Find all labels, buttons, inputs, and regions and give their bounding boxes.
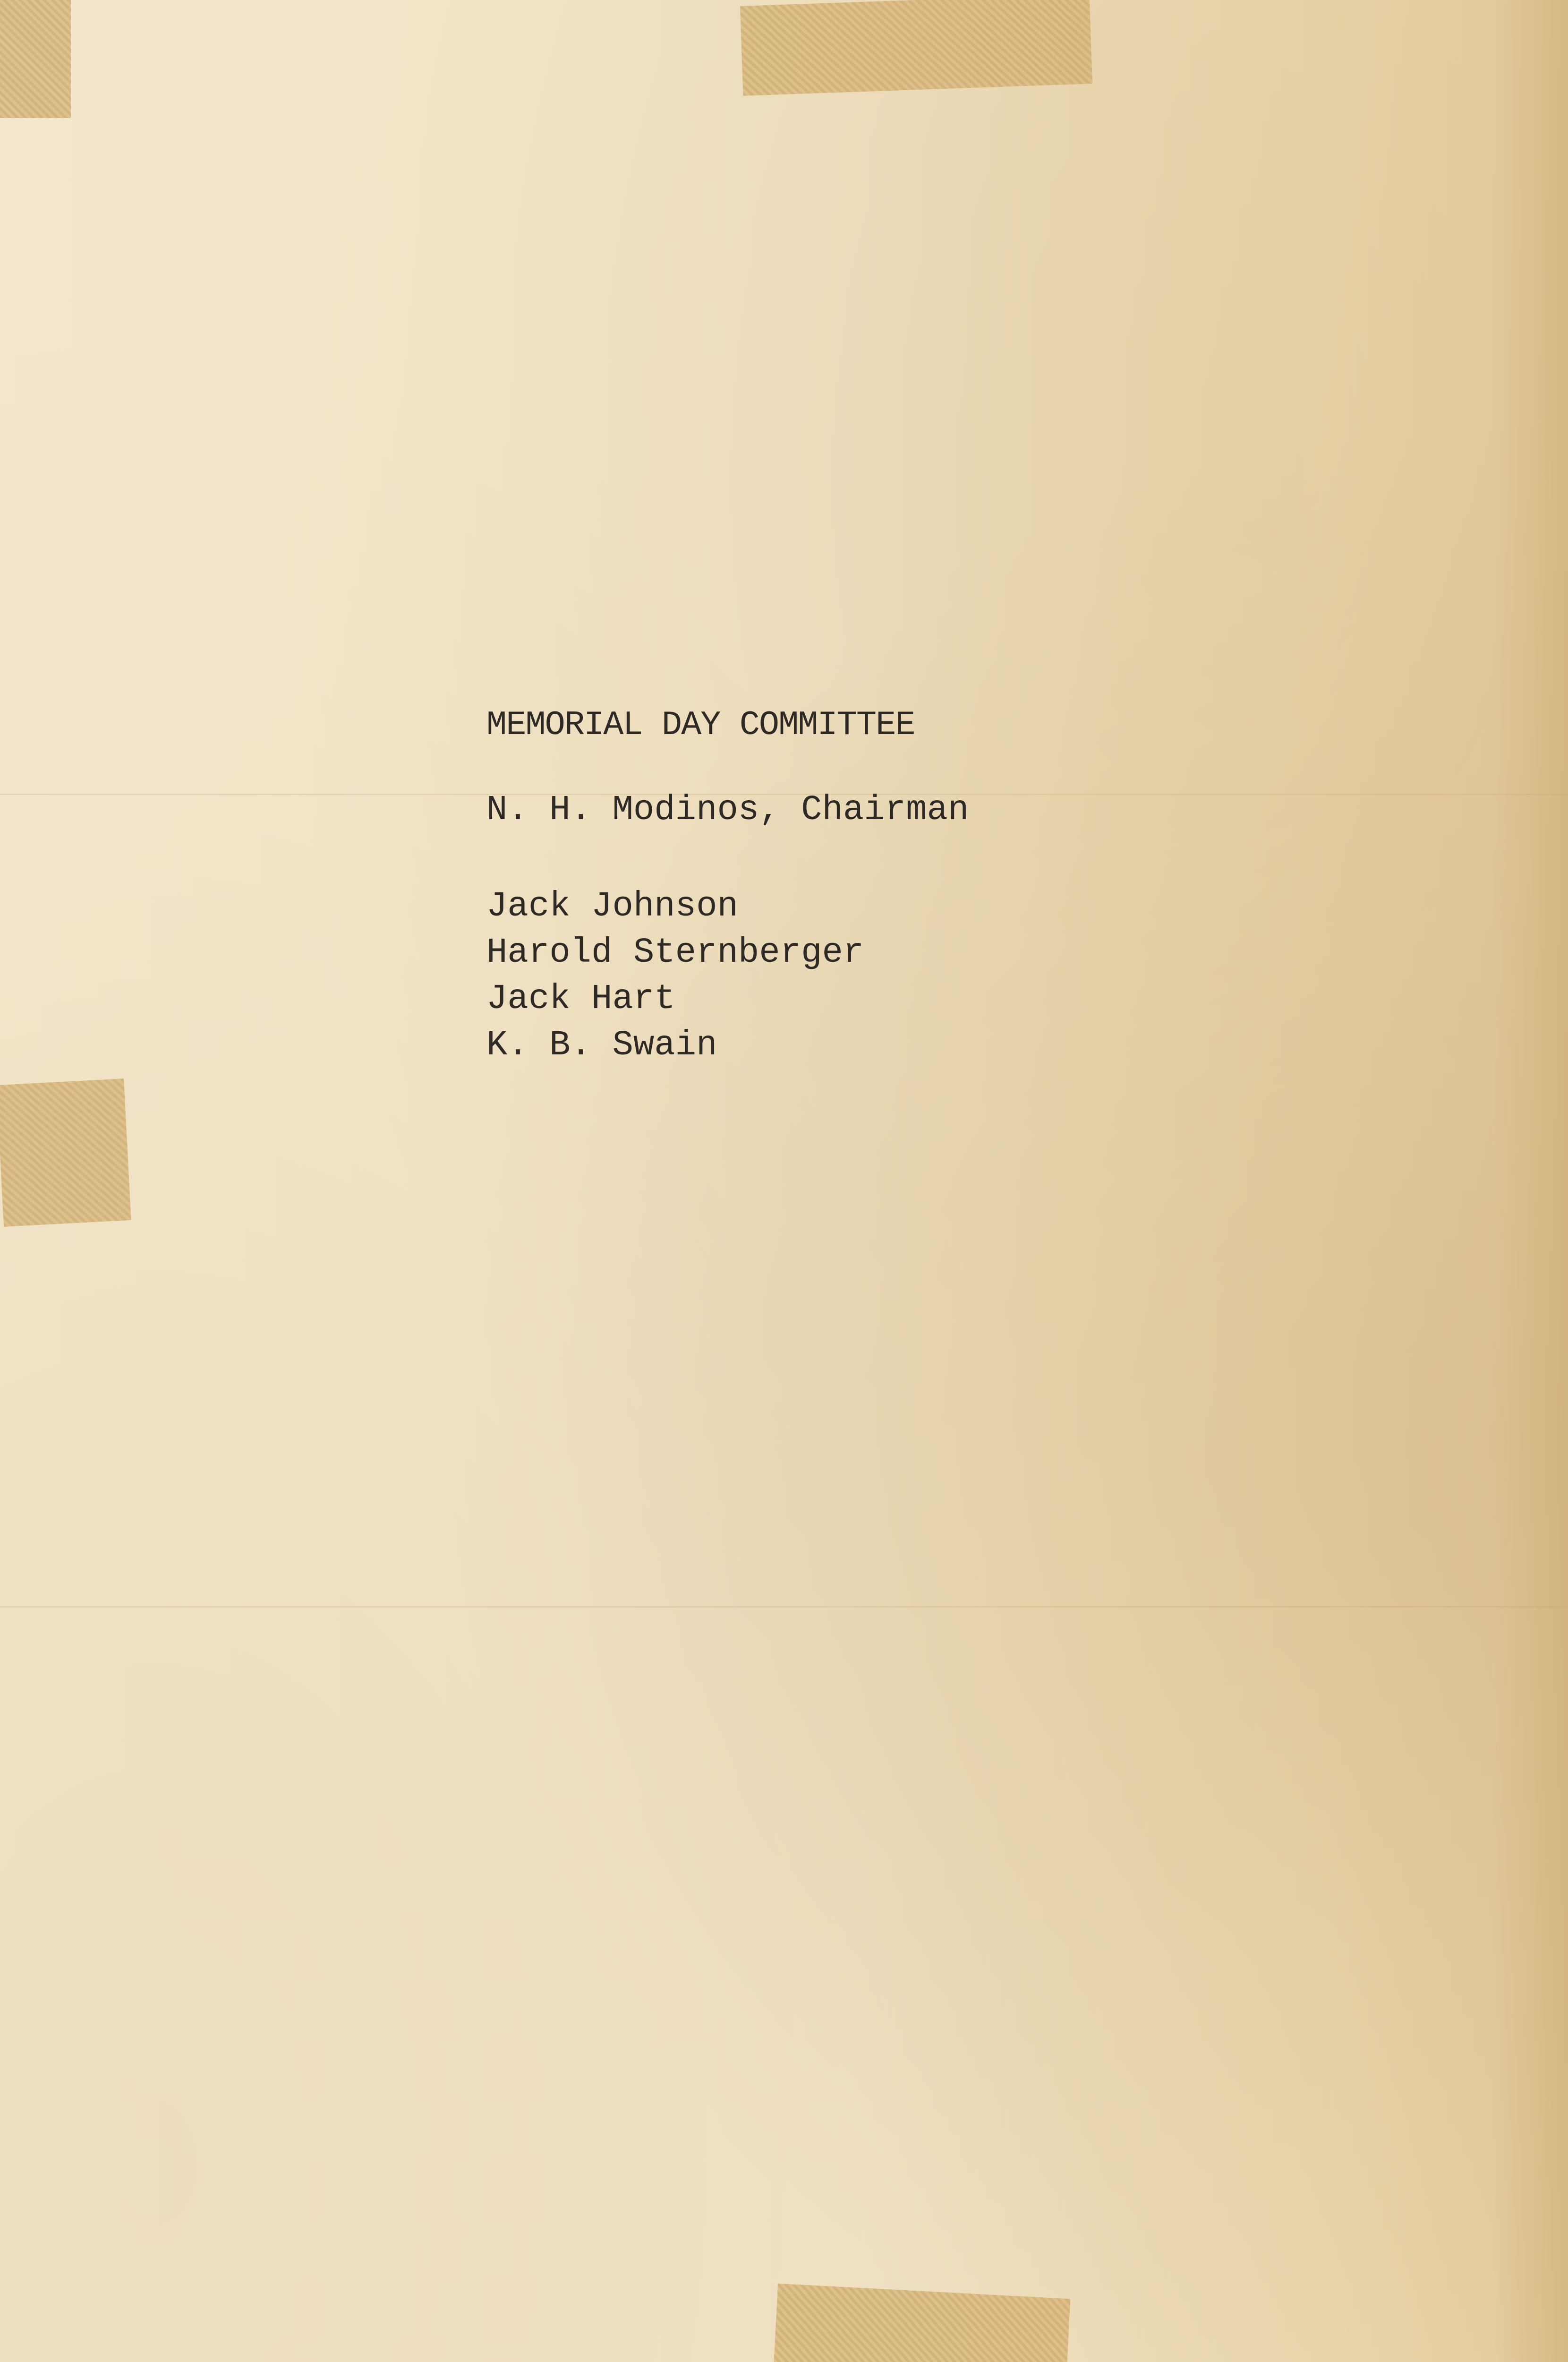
- committee-members: [486, 883, 969, 1069]
- committee-member: Jack Hart: [486, 979, 675, 1019]
- committee-member: Harold Sternberger: [486, 933, 864, 973]
- fold-line: [0, 1606, 1568, 1608]
- aged-edge: [1492, 0, 1568, 2362]
- committee-block: [486, 704, 969, 1069]
- tape-top-left: [0, 0, 71, 118]
- tape-top: [740, 0, 1092, 96]
- committee-title: MEMORIAL DAY COMMITTEE: [486, 706, 915, 745]
- committee-member: K. B. Swain: [486, 1026, 717, 1065]
- committee-member: Jack Johnson: [486, 887, 738, 926]
- committee-chairman: N. H. Modinos, Chairman: [486, 790, 969, 830]
- tape-bottom: [772, 2284, 1071, 2362]
- tape-left: [0, 1078, 131, 1227]
